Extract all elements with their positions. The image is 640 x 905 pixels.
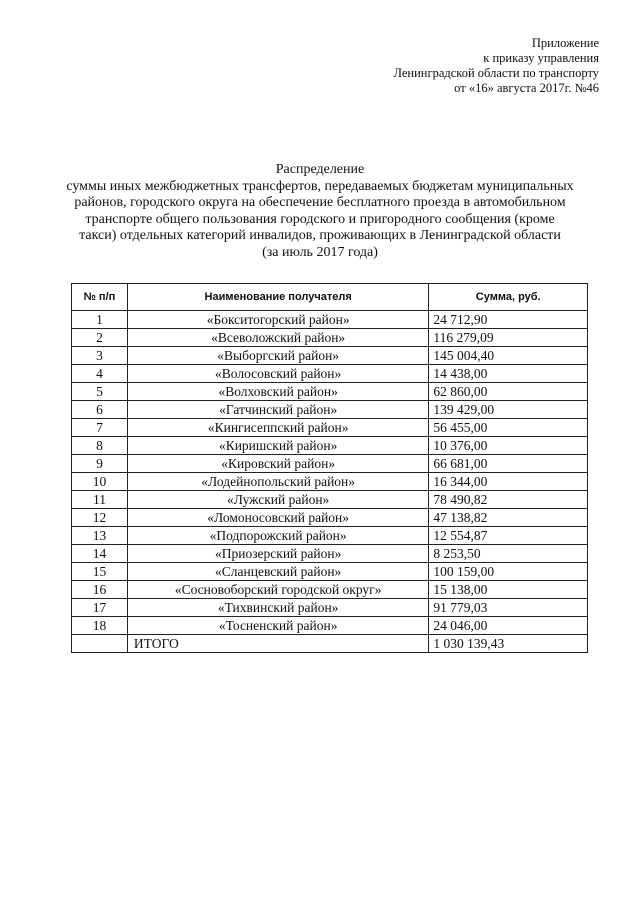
row-number: 4 bbox=[72, 365, 128, 383]
table-row bbox=[72, 599, 588, 617]
amount: 56 455,00 bbox=[429, 419, 588, 437]
table-total-row bbox=[72, 635, 588, 653]
table-row bbox=[72, 329, 588, 347]
table-row bbox=[72, 527, 588, 545]
row-number: 2 bbox=[72, 329, 128, 347]
recipient-name: ИТОГО bbox=[127, 635, 429, 653]
header-amount: Сумма, руб. bbox=[429, 284, 588, 311]
recipient-name: «Сланцевский район» bbox=[127, 563, 429, 581]
row-number: 6 bbox=[72, 401, 128, 419]
row-number: 14 bbox=[72, 545, 128, 563]
table-row bbox=[72, 419, 588, 437]
row-number: 11 bbox=[72, 491, 128, 509]
amount: 1 030 139,43 bbox=[429, 635, 588, 653]
table-row bbox=[72, 311, 588, 329]
table-row bbox=[72, 581, 588, 599]
row-number: 10 bbox=[72, 473, 128, 491]
table-row bbox=[72, 383, 588, 401]
amount: 91 779,03 bbox=[429, 599, 588, 617]
recipient-name: «Волховский район» bbox=[127, 383, 429, 401]
row-number: 12 bbox=[72, 509, 128, 527]
recipient-name: «Сосновоборский городской округ» bbox=[127, 581, 429, 599]
recipient-name: «Киришский район» bbox=[127, 437, 429, 455]
table-header-row bbox=[72, 284, 588, 311]
amount: 24 712,90 bbox=[429, 311, 588, 329]
recipient-name: «Тосненский район» bbox=[127, 617, 429, 635]
recipient-name: «Кировский район» bbox=[127, 455, 429, 473]
table-row bbox=[72, 545, 588, 563]
amount: 100 159,00 bbox=[429, 563, 588, 581]
table-row bbox=[72, 509, 588, 527]
recipient-name: «Бокситогорский район» bbox=[127, 311, 429, 329]
amount: 116 279,09 bbox=[429, 329, 588, 347]
recipient-name: «Кингисеппский район» bbox=[127, 419, 429, 437]
row-number: 17 bbox=[72, 599, 128, 617]
heading-line: суммы иных межбюджетных трансфертов, передаваемых бюджетам муниципальных bbox=[66, 178, 574, 194]
amount: 62 860,00 bbox=[429, 383, 588, 401]
table-row bbox=[72, 473, 588, 491]
row-number: 8 bbox=[72, 437, 128, 455]
row-number bbox=[72, 635, 128, 653]
row-number: 1 bbox=[72, 311, 128, 329]
row-number: 18 bbox=[72, 617, 128, 635]
amount: 145 004,40 bbox=[429, 347, 588, 365]
recipient-name: «Приозерский район» bbox=[127, 545, 429, 563]
recipient-name: «Волосовский район» bbox=[127, 365, 429, 383]
heading-line: такси) отдельных категорий инвалидов, проживающих в Ленинградской области bbox=[79, 228, 561, 243]
amount: 15 138,00 bbox=[429, 581, 588, 599]
recipient-name: «Лужский район» bbox=[127, 491, 429, 509]
heading-line: районов, городского округа на обеспечение бесплатного проезда в автомобильном bbox=[74, 195, 566, 210]
appendix-line: от «16» августа 2017г. №46 bbox=[454, 81, 599, 95]
appendix-block bbox=[299, 36, 599, 96]
amount: 14 438,00 bbox=[429, 365, 588, 383]
appendix-line: Ленинградской области по транспорту bbox=[393, 66, 599, 80]
table-row bbox=[72, 437, 588, 455]
recipient-name: «Всеволожский район» bbox=[127, 329, 429, 347]
appendix-line: Приложение bbox=[531, 36, 599, 50]
recipient-name: «Тихвинский район» bbox=[127, 599, 429, 617]
recipient-name: «Лодейнопольский район» bbox=[127, 473, 429, 491]
header-recipient: Наименование получателя bbox=[127, 284, 429, 311]
amount: 78 490,82 bbox=[429, 491, 588, 509]
amount: 12 554,87 bbox=[429, 527, 588, 545]
table-row bbox=[72, 455, 588, 473]
row-number: 3 bbox=[72, 347, 128, 365]
heading-line: транспорте общего пользования городского и пригородного сообщения (кроме bbox=[85, 211, 555, 227]
row-number: 13 bbox=[72, 527, 128, 545]
row-number: 7 bbox=[72, 419, 128, 437]
row-number: 15 bbox=[72, 563, 128, 581]
amount: 47 138,82 bbox=[429, 509, 588, 527]
recipient-name: «Выборгский район» bbox=[127, 347, 429, 365]
appendix-line: к приказу управления bbox=[483, 51, 599, 65]
table-row bbox=[72, 563, 588, 581]
recipient-name: «Подпорожский район» bbox=[127, 527, 429, 545]
row-number: 5 bbox=[72, 383, 128, 401]
header-number: № п/п bbox=[72, 284, 128, 311]
amount: 10 376,00 bbox=[429, 437, 588, 455]
table-row bbox=[72, 401, 588, 419]
row-number: 9 bbox=[72, 455, 128, 473]
document-heading bbox=[40, 162, 600, 261]
amount: 139 429,00 bbox=[429, 401, 588, 419]
row-number: 16 bbox=[72, 581, 128, 599]
amount: 8 253,50 bbox=[429, 545, 588, 563]
amount: 24 046,00 bbox=[429, 617, 588, 635]
amount: 66 681,00 bbox=[429, 455, 588, 473]
document-title: Распределение bbox=[275, 162, 365, 177]
table-row bbox=[72, 347, 588, 365]
table-row bbox=[72, 491, 588, 509]
heading-period: (за июль 2017 года) bbox=[262, 244, 378, 260]
recipient-name: «Гатчинский район» bbox=[127, 401, 429, 419]
table-row bbox=[72, 617, 588, 635]
recipient-name: «Ломоносовский район» bbox=[127, 509, 429, 527]
amount: 16 344,00 bbox=[429, 473, 588, 491]
table-row bbox=[72, 365, 588, 383]
distribution-table bbox=[71, 283, 588, 653]
